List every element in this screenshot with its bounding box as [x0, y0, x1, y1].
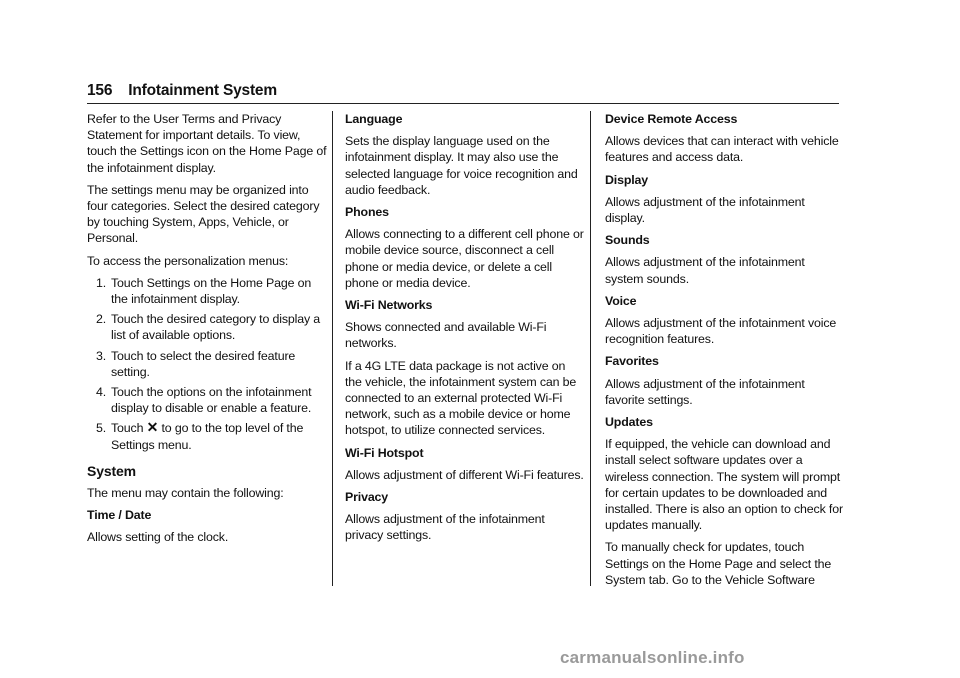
- paragraph: Shows connected and available Wi-Fi networks.: [345, 320, 547, 351]
- subheading: Favorites: [605, 354, 659, 369]
- page-header: [87, 82, 839, 104]
- paragraph: The settings menu may be organized into four categories. Select the desired category by touching System, Apps, Vehicle, or Personal.: [87, 182, 320, 246]
- subheading: Wi-Fi Networks: [345, 298, 433, 313]
- paragraph: Allows setting of the clock.: [87, 530, 229, 545]
- paragraph: Allows adjustment of the infotainment system sounds.: [605, 255, 805, 286]
- paragraph: If equipped, the vehicle can download and install select software updates over a wireless connection. The system will prompt for certain updates to be downloaded and installed. There is also an option to check for updates manually.: [605, 437, 843, 533]
- subheading: Updates: [605, 415, 653, 430]
- paragraph: Sets the display language used on the infotainment display. It may also use the selected language for voice recognition and audio feedback.: [345, 134, 578, 197]
- paragraph: Allows connecting to a different cell phone or mobile device source, disconnect a cell phone or media device, or delete a cell phone or media device.: [345, 227, 584, 290]
- paragraph: Allows devices that can interact with vehicle features and access data.: [605, 134, 839, 165]
- page-number: 156: [87, 82, 113, 99]
- subheading: Wi-Fi Hotspot: [345, 445, 424, 460]
- steps-list: [87, 275, 327, 453]
- column-divider: [590, 111, 591, 586]
- paragraph: Allows adjustment of the infotainment privacy settings.: [345, 512, 545, 543]
- paragraph: To access the personalization menus:: [87, 253, 289, 268]
- column-divider: [332, 111, 333, 586]
- list-item: 3. Touch to select the desired feature setting.: [95, 348, 296, 379]
- column-3: [605, 111, 845, 594]
- section-title: Infotainment System: [128, 82, 277, 99]
- list-item: 4. Touch the options on the infotainment display to disable or enable a feature.: [95, 385, 312, 416]
- paragraph: Allows adjustment of the infotainment voice recognition features.: [605, 316, 837, 347]
- subheading: Device Remote Access: [605, 112, 738, 126]
- subheading: Display: [605, 172, 649, 187]
- paragraph: Allows adjustment of the infotainment display.: [605, 194, 805, 226]
- paragraph: Refer to the User Terms and Privacy Statement for important details. To view, touch the Settings icon on the Home Page of the infotainment display.: [87, 112, 327, 175]
- column-1: [87, 111, 327, 552]
- paragraph: Allows adjustment of the infotainment favorite settings.: [605, 376, 805, 407]
- subheading: Voice: [605, 293, 637, 308]
- subheading: Sounds: [605, 233, 650, 248]
- subheading: Language: [345, 112, 403, 126]
- close-icon: ✕: [146, 419, 159, 436]
- paragraph: To manually check for updates, touch Settings on the Home Page and select the System tab. Go to the Vehicle Software: [605, 540, 832, 587]
- list-item: 1. Touch Settings on the Home Page on the infotainment display.: [95, 275, 312, 307]
- list-item: 5. Touch ✕ to go to the top level of the Settings menu.: [95, 419, 304, 452]
- system-heading: System: [87, 462, 136, 479]
- header-rule: [87, 103, 839, 104]
- column-2: [345, 111, 585, 550]
- subheading: Phones: [345, 205, 389, 220]
- paragraph: If a 4G LTE data package is not active on the vehicle, the infotainment system can be connected to an external protected Wi-Fi network, such as a mobile device or home hotspot, to utilize connected services.: [345, 358, 577, 438]
- paragraph: The menu may contain the following:: [87, 486, 284, 501]
- subheading: Time / Date: [87, 508, 152, 523]
- list-item: 2. Touch the desired category to display a list of available options.: [95, 312, 321, 343]
- subheading: Privacy: [345, 490, 389, 505]
- watermark: carmanualsonline.info: [560, 648, 745, 667]
- paragraph: Allows adjustment of different Wi-Fi features.: [345, 467, 584, 482]
